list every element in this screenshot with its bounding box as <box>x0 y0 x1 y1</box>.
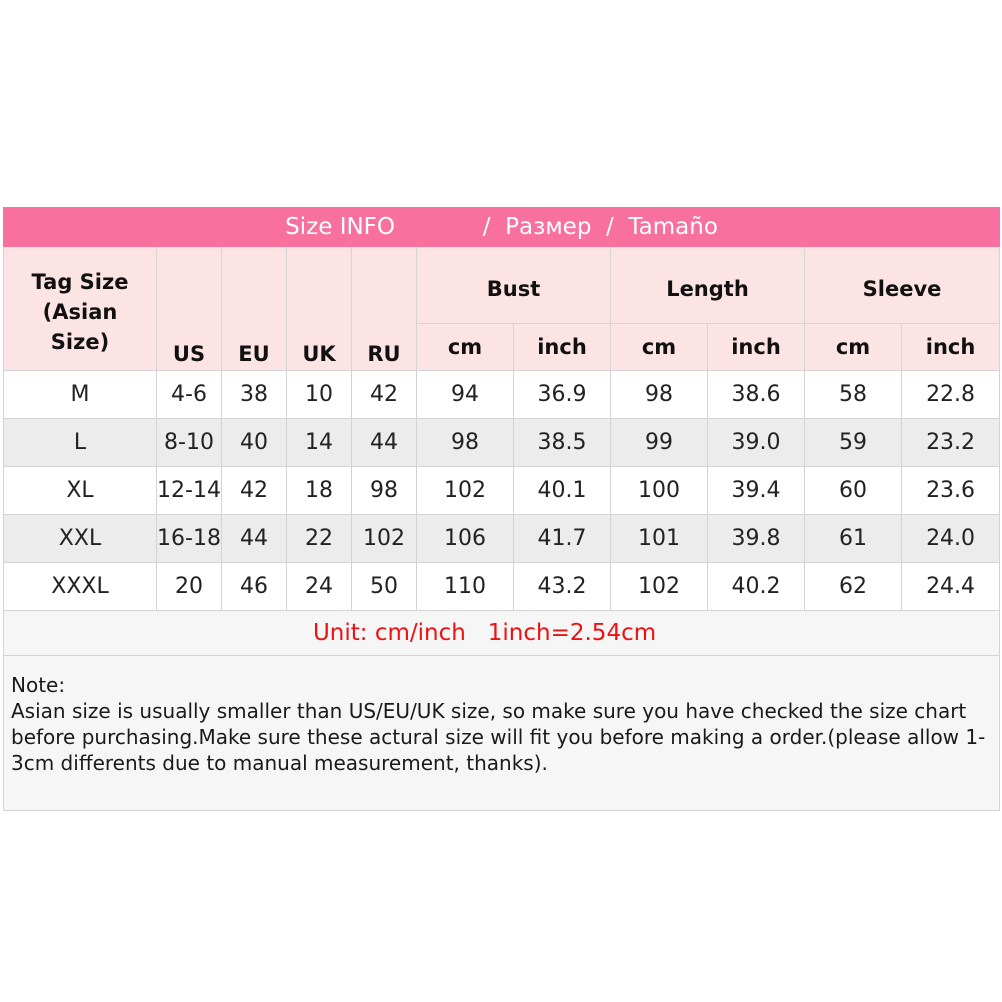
table-row <box>4 515 1000 563</box>
unit-note: Unit: cm/inch 1inch=2.54cm <box>312 620 657 646</box>
uk-header: UK <box>287 247 352 371</box>
length-inch-header: inch <box>708 324 805 371</box>
cell-length-cm: 101 <box>611 515 708 563</box>
note-cell <box>4 656 1000 811</box>
cell-length-inch: 39.0 <box>708 419 805 467</box>
table-row <box>4 371 1000 419</box>
unit-row <box>4 611 1000 656</box>
table-row <box>4 563 1000 611</box>
cell-length-cm: 102 <box>611 563 708 611</box>
cell-eu: 46 <box>222 563 287 611</box>
us-header: US <box>157 247 222 371</box>
cell-us: 4-6 <box>157 371 222 419</box>
length-header: Length <box>611 247 805 324</box>
tag-size-line-1: Tag Size <box>31 269 129 294</box>
cell-bust-cm: 98 <box>417 419 514 467</box>
cell-ru: 98 <box>352 467 417 515</box>
cell-uk: 14 <box>287 419 352 467</box>
cell-eu: 44 <box>222 515 287 563</box>
cell-sleeve-cm: 58 <box>805 371 902 419</box>
cell-sleeve-inch: 24.4 <box>902 563 1000 611</box>
size-chart-table <box>3 207 1000 811</box>
header-row-1 <box>4 247 1000 324</box>
cell-ru: 42 <box>352 371 417 419</box>
length-cm-header: cm <box>611 324 708 371</box>
sleeve-header: Sleeve <box>805 247 1000 324</box>
cell-sleeve-cm: 59 <box>805 419 902 467</box>
cell-length-inch: 38.6 <box>708 371 805 419</box>
size-info-title <box>4 208 1000 247</box>
cell-sleeve-inch: 23.6 <box>902 467 1000 515</box>
cell-tag-size: XXXL <box>4 563 157 611</box>
cell-eu: 38 <box>222 371 287 419</box>
cell-sleeve-inch: 22.8 <box>902 371 1000 419</box>
cell-length-cm: 100 <box>611 467 708 515</box>
cell-uk: 24 <box>287 563 352 611</box>
note-body: Asian size is usually smaller than US/EU/UK size, so make sure you have checked the size chart before purchasing.Make sure these actural size will fit you before making a order.(please allow 1-3cm differents due to manual measurement, thanks). <box>11 699 986 775</box>
sleeve-inch-header: inch <box>902 324 1000 371</box>
title-row <box>4 208 1000 247</box>
cell-bust-cm: 102 <box>417 467 514 515</box>
table-row <box>4 419 1000 467</box>
cell-bust-inch: 43.2 <box>514 563 611 611</box>
cell-length-cm: 99 <box>611 419 708 467</box>
bust-cm-header: cm <box>417 324 514 371</box>
cell-bust-inch: 36.9 <box>514 371 611 419</box>
eu-header: EU <box>222 247 287 371</box>
cell-sleeve-cm: 62 <box>805 563 902 611</box>
cell-ru: 102 <box>352 515 417 563</box>
cell-bust-inch: 41.7 <box>514 515 611 563</box>
cell-ru: 50 <box>352 563 417 611</box>
cell-us: 12-14 <box>157 467 222 515</box>
cell-us: 8-10 <box>157 419 222 467</box>
cell-eu: 40 <box>222 419 287 467</box>
cell-length-inch: 40.2 <box>708 563 805 611</box>
sleeve-cm-header: cm <box>805 324 902 371</box>
cell-bust-cm: 110 <box>417 563 514 611</box>
cell-eu: 42 <box>222 467 287 515</box>
cell-length-cm: 98 <box>611 371 708 419</box>
cell-bust-cm: 94 <box>417 371 514 419</box>
cell-tag-size: M <box>4 371 157 419</box>
cell-tag-size: XXL <box>4 515 157 563</box>
cell-sleeve-cm: 60 <box>805 467 902 515</box>
cell-sleeve-inch: 23.2 <box>902 419 1000 467</box>
cell-uk: 10 <box>287 371 352 419</box>
cell-tag-size: L <box>4 419 157 467</box>
ru-header: RU <box>352 247 417 371</box>
note-row <box>4 656 1000 811</box>
bust-inch-header: inch <box>514 324 611 371</box>
cell-bust-inch: 38.5 <box>514 419 611 467</box>
tag-size-line-3: Size) <box>50 329 110 354</box>
cell-uk: 18 <box>287 467 352 515</box>
title-gap <box>395 214 483 240</box>
cell-us: 20 <box>157 563 222 611</box>
title-part-2: / Размер / Tamaño <box>482 214 718 240</box>
cell-length-inch: 39.4 <box>708 467 805 515</box>
tag-size-header <box>4 247 157 371</box>
cell-tag-size: XL <box>4 467 157 515</box>
unit-cell <box>4 611 1000 656</box>
tag-size-line-2: (Asian <box>42 299 118 324</box>
cell-sleeve-cm: 61 <box>805 515 902 563</box>
cell-length-inch: 39.8 <box>708 515 805 563</box>
title-part-1: Size INFO <box>285 214 396 240</box>
cell-us: 16-18 <box>157 515 222 563</box>
bust-header: Bust <box>417 247 611 324</box>
cell-bust-inch: 40.1 <box>514 467 611 515</box>
cell-ru: 44 <box>352 419 417 467</box>
cell-uk: 22 <box>287 515 352 563</box>
cell-bust-cm: 106 <box>417 515 514 563</box>
cell-sleeve-inch: 24.0 <box>902 515 1000 563</box>
note-heading: Note: <box>11 673 66 697</box>
table-row <box>4 467 1000 515</box>
